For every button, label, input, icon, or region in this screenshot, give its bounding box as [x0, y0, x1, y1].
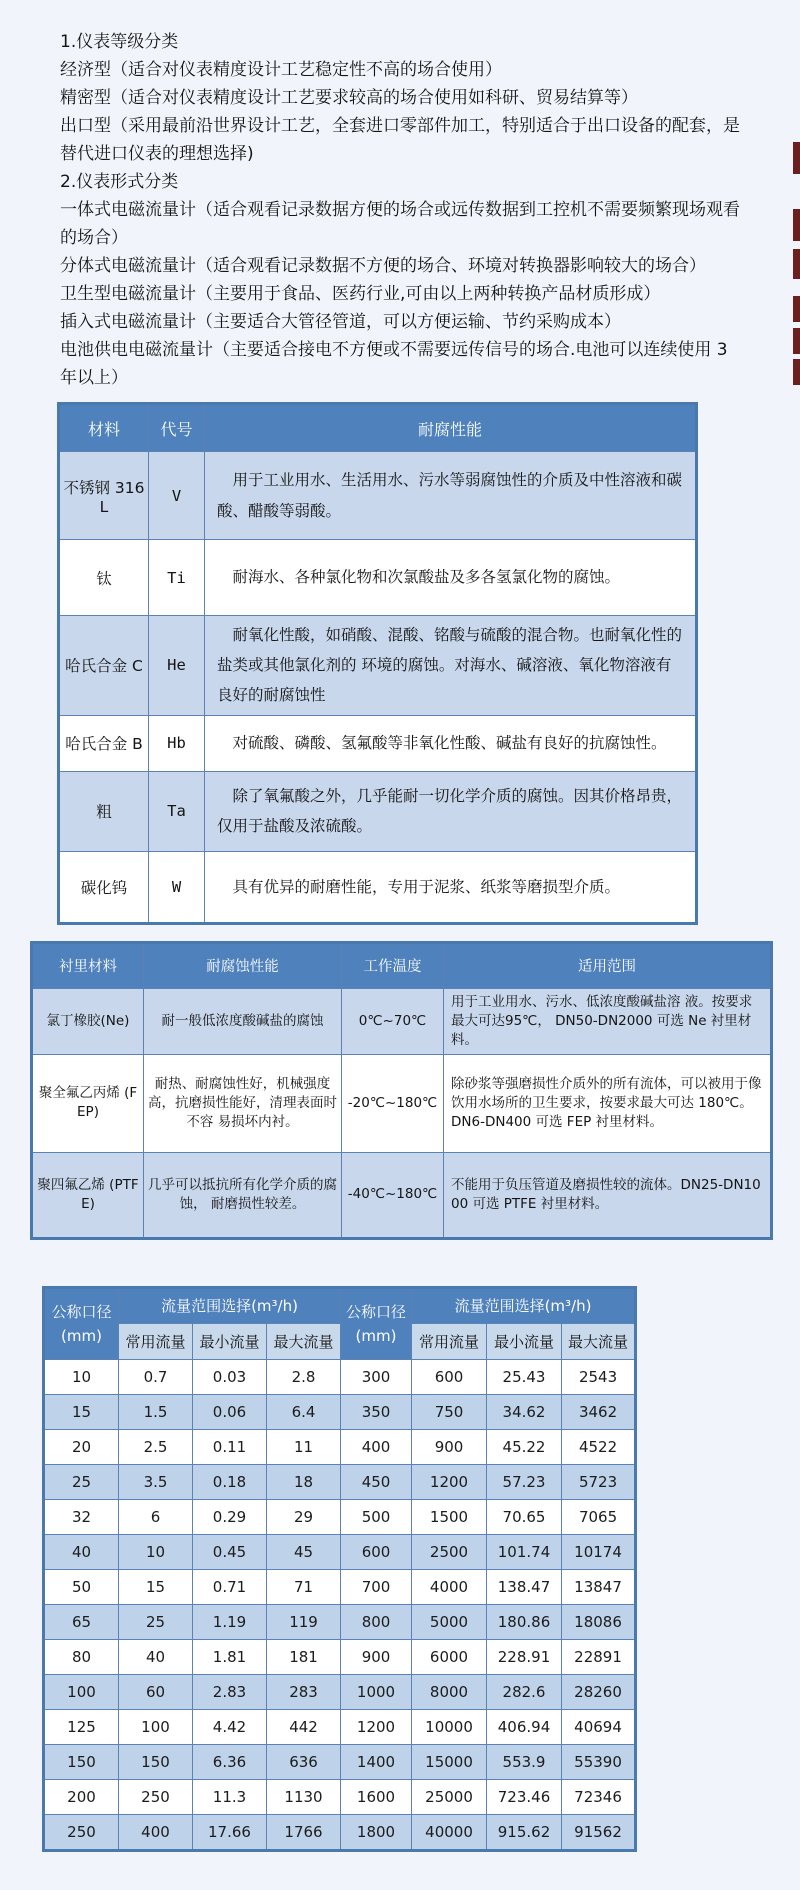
flow-subheader-cell: 常用流量	[119, 1323, 193, 1359]
flow-cell: 1200	[412, 1464, 487, 1499]
flow-cell: 3462	[562, 1394, 636, 1429]
flow-cell: 1500	[412, 1499, 487, 1534]
flow-cell: 2543	[562, 1359, 636, 1394]
clipped-red-text-mark	[793, 209, 800, 241]
material-name-cell: 哈氏合金 C	[59, 616, 149, 716]
material-header-cell: 耐腐性能	[205, 404, 697, 452]
flow-diameter-unit: (mm)	[355, 1326, 397, 1345]
flow-cell: 4000	[412, 1569, 487, 1604]
flow-cell: 250	[44, 1814, 119, 1850]
clipped-red-text-mark	[793, 328, 800, 354]
flow-cell: 18	[267, 1464, 341, 1499]
flow-cell: 6.36	[193, 1744, 267, 1779]
flow-cell: 119	[267, 1604, 341, 1639]
lining-performance-cell: 耐热、耐腐蚀性好，机械强度高，抗磨损性能好，清理表面时不容 易损坏内衬。	[144, 1054, 342, 1152]
material-code-cell: W	[149, 851, 205, 923]
flow-cell: 55390	[562, 1744, 636, 1779]
flow-table	[42, 1286, 637, 1852]
lining-table-body	[32, 988, 772, 1238]
lining-row	[32, 988, 772, 1054]
material-name-cell: 钛	[59, 540, 149, 616]
material-table-body	[59, 452, 697, 924]
flow-cell: 101.74	[487, 1534, 562, 1569]
flow-cell: 25	[119, 1604, 193, 1639]
flow-row	[44, 1429, 636, 1464]
lining-row	[32, 1152, 772, 1238]
flow-cell: 900	[412, 1429, 487, 1464]
flow-cell: 5723	[562, 1464, 636, 1499]
material-row	[59, 540, 697, 616]
material-performance-cell: 对硫酸、磷酸、氢氟酸等非氧化性酸、碱盐有良好的抗腐蚀性。	[205, 715, 697, 771]
flow-cell: 350	[341, 1394, 412, 1429]
flow-cell: 40694	[562, 1709, 636, 1744]
flow-cell: 45.22	[487, 1429, 562, 1464]
flow-cell: 40	[119, 1639, 193, 1674]
flow-subheader-cell: 最大流量	[267, 1323, 341, 1359]
flow-cell: 0.11	[193, 1429, 267, 1464]
flow-row	[44, 1744, 636, 1779]
flow-cell: 15	[44, 1394, 119, 1429]
flow-cell: 22891	[562, 1639, 636, 1674]
clipped-red-text-mark	[793, 249, 800, 279]
material-code-cell: Ta	[149, 771, 205, 851]
flow-row	[44, 1394, 636, 1429]
flow-cell: 25000	[412, 1779, 487, 1814]
flow-cell: 1800	[341, 1814, 412, 1850]
flow-cell: 17.66	[193, 1814, 267, 1850]
flow-cell: 45	[267, 1534, 341, 1569]
flow-cell: 57.23	[487, 1464, 562, 1499]
material-name-cell: 碳化钨	[59, 851, 149, 923]
flow-header-row-top	[44, 1287, 636, 1323]
flow-cell: 2500	[412, 1534, 487, 1569]
flow-subheader-cell: 最小流量	[487, 1323, 562, 1359]
flow-cell: 723.46	[487, 1779, 562, 1814]
flow-cell: 1400	[341, 1744, 412, 1779]
flow-row	[44, 1779, 636, 1814]
lining-material-cell: 聚全氟乙丙烯 (FEP)	[32, 1054, 144, 1152]
flow-cell: 10000	[412, 1709, 487, 1744]
flow-cell: 150	[44, 1744, 119, 1779]
flow-cell: 32	[44, 1499, 119, 1534]
material-code-cell: Ti	[149, 540, 205, 616]
flow-cell: 1130	[267, 1779, 341, 1814]
flow-cell: 900	[341, 1639, 412, 1674]
flow-subheader-cell: 常用流量	[412, 1323, 487, 1359]
flow-cell: 0.18	[193, 1464, 267, 1499]
intro-paragraph: 2.仪表形式分类	[60, 172, 179, 192]
flow-cell: 553.9	[487, 1744, 562, 1779]
material-performance-cell: 用于工业用水、生活用水、污水等弱腐蚀性的介质及中性溶液和碳酸、醋酸等弱酸。	[205, 452, 697, 540]
flow-range-header: 流量范围选择(m³/h)	[412, 1287, 636, 1323]
material-row	[59, 616, 697, 716]
material-header-cell: 材料	[59, 404, 149, 452]
flow-cell: 5000	[412, 1604, 487, 1639]
flow-cell: 6.4	[267, 1394, 341, 1429]
flow-cell: 29	[267, 1499, 341, 1534]
intro-paragraph: 出口型（采用最前沿世界设计工艺，全套进口零部件加工，特别适合于出口设备的配套，是替代进口仪表的理想选择)	[60, 116, 740, 164]
flow-cell: 636	[267, 1744, 341, 1779]
flow-cell: 0.7	[119, 1359, 193, 1394]
flow-cell: 6	[119, 1499, 193, 1534]
flow-row	[44, 1709, 636, 1744]
intro-paragraph: 一体式电磁流量计（适合观看记录数据方便的场合或远传数据到工控机不需要频繁现场观看的场合）	[60, 200, 740, 248]
flow-cell: 0.45	[193, 1534, 267, 1569]
intro-paragraph: 卫生型电磁流量计（主要用于食品、医药行业,可由以上两种转换产品材质形成）	[60, 284, 661, 304]
flow-cell: 125	[44, 1709, 119, 1744]
flow-diameter-label: 公称口径	[51, 1302, 112, 1321]
flow-cell: 18086	[562, 1604, 636, 1639]
flow-header-row-sub	[44, 1323, 636, 1359]
flow-cell: 0.71	[193, 1569, 267, 1604]
lining-performance-cell: 几乎可以抵抗所有化学介质的腐蚀， 耐磨损性较差。	[144, 1152, 342, 1238]
flow-cell: 13847	[562, 1569, 636, 1604]
flow-cell: 138.47	[487, 1569, 562, 1604]
flow-cell: 600	[341, 1534, 412, 1569]
flow-cell: 150	[119, 1744, 193, 1779]
flow-cell: 180.86	[487, 1604, 562, 1639]
intro-paragraph: 插入式电磁流量计（主要适合大管径管道，可以方便运输、节约采购成本）	[60, 312, 621, 332]
flow-cell: 6000	[412, 1639, 487, 1674]
flow-cell: 1.81	[193, 1639, 267, 1674]
flow-range-header: 流量范围选择(m³/h)	[119, 1287, 341, 1323]
flow-cell: 700	[341, 1569, 412, 1604]
material-name-cell: 哈氏合金 B	[59, 715, 149, 771]
flow-cell: 100	[44, 1674, 119, 1709]
flow-cell: 1766	[267, 1814, 341, 1850]
material-performance-cell: 耐海水、各种氯化物和次氯酸盐及多各氢氯化物的腐蚀。	[205, 540, 697, 616]
flow-cell: 282.6	[487, 1674, 562, 1709]
flow-cell: 15000	[412, 1744, 487, 1779]
intro-paragraph: 经济型（适合对仪表精度设计工艺稳定性不高的场合使用）	[60, 60, 502, 80]
flow-cell: 250	[119, 1779, 193, 1814]
flow-cell: 60	[119, 1674, 193, 1709]
flow-cell: 25.43	[487, 1359, 562, 1394]
flow-row	[44, 1464, 636, 1499]
material-table-header	[59, 404, 697, 452]
lining-scope-cell: 除砂浆等强磨损性介质外的所有流体，可以被用于像饮用水场所的卫生要求，按要求最大可达 180℃。DN6-DN400 可选 FEP 衬里材料。	[444, 1054, 772, 1152]
lining-header-cell: 耐腐蚀性能	[144, 942, 342, 988]
flow-cell: 200	[44, 1779, 119, 1814]
flow-cell: 71	[267, 1569, 341, 1604]
material-row	[59, 452, 697, 540]
material-row	[59, 851, 697, 923]
flow-cell: 34.62	[487, 1394, 562, 1429]
flow-cell: 400	[341, 1429, 412, 1464]
flow-diameter-unit: (mm)	[61, 1326, 102, 1345]
flow-cell: 0.03	[193, 1359, 267, 1394]
flow-cell: 40	[44, 1534, 119, 1569]
flow-cell: 28260	[562, 1674, 636, 1709]
flow-cell: 2.5	[119, 1429, 193, 1464]
flow-cell: 100	[119, 1709, 193, 1744]
flow-cell: 20	[44, 1429, 119, 1464]
flow-cell: 1.19	[193, 1604, 267, 1639]
flow-cell: 40000	[412, 1814, 487, 1850]
flow-cell: 15	[119, 1569, 193, 1604]
flow-cell: 228.91	[487, 1639, 562, 1674]
lining-header-cell: 适用范围	[444, 942, 772, 988]
intro-section	[60, 28, 748, 392]
flow-cell: 11.3	[193, 1779, 267, 1814]
flow-cell: 10174	[562, 1534, 636, 1569]
flow-diameter-header	[341, 1287, 412, 1359]
lining-temperature-cell: -20℃~180℃	[342, 1054, 444, 1152]
flow-row	[44, 1499, 636, 1534]
flow-cell: 283	[267, 1674, 341, 1709]
flow-cell: 50	[44, 1569, 119, 1604]
flow-subheader-cell: 最小流量	[193, 1323, 267, 1359]
flow-cell: 80	[44, 1639, 119, 1674]
lining-scope-cell: 用于工业用水、污水、低浓度酸碱盐溶 液。按要求最大可达95℃， DN50-DN2000 可选 Ne 衬里材料。	[444, 988, 772, 1054]
flow-cell: 2.8	[267, 1359, 341, 1394]
flow-row	[44, 1674, 636, 1709]
intro-paragraph: 电池供电电磁流量计（主要适合接电不方便或不需要远传信号的场合.电池可以连续使用 3 年以上）	[60, 340, 728, 388]
material-code-cell: V	[149, 452, 205, 540]
material-performance-cell: 耐氧化性酸，如硝酸、混酸、铭酸与硫酸的混合物。也耐氧化性的盐类或其他氯化剂的 环境的腐蚀。对海水、碱溶液、氧化物溶液有良好的耐腐蚀性	[205, 616, 697, 716]
flow-cell: 0.29	[193, 1499, 267, 1534]
intro-paragraph: 1.仪表等级分类	[60, 32, 179, 52]
flow-cell: 7065	[562, 1499, 636, 1534]
flow-cell: 72346	[562, 1779, 636, 1814]
clipped-red-text-mark	[793, 359, 800, 385]
material-row	[59, 771, 697, 851]
flow-row	[44, 1569, 636, 1604]
flow-row	[44, 1604, 636, 1639]
material-header-cell: 代号	[149, 404, 205, 452]
lining-table	[30, 941, 773, 1240]
flow-row	[44, 1814, 636, 1850]
lining-performance-cell: 耐一般低浓度酸碱盐的腐蚀	[144, 988, 342, 1054]
material-code-cell: He	[149, 616, 205, 716]
document-page	[0, 28, 800, 1890]
flow-cell: 2.83	[193, 1674, 267, 1709]
lining-material-cell: 氯丁橡胶(Ne)	[32, 988, 144, 1054]
flow-cell: 70.65	[487, 1499, 562, 1534]
material-name-cell: 粗	[59, 771, 149, 851]
lining-header-row	[32, 942, 772, 988]
flow-cell: 600	[412, 1359, 487, 1394]
material-header-row	[59, 404, 697, 452]
material-row	[59, 715, 697, 771]
flow-cell: 4.42	[193, 1709, 267, 1744]
flow-diameter-header	[44, 1287, 119, 1359]
flow-cell: 750	[412, 1394, 487, 1429]
material-code-cell: Hb	[149, 715, 205, 771]
flow-diameter-label: 公称口径	[346, 1302, 407, 1321]
flow-cell: 10	[119, 1534, 193, 1569]
clipped-red-text-mark	[793, 142, 800, 174]
flow-cell: 8000	[412, 1674, 487, 1709]
flow-cell: 915.62	[487, 1814, 562, 1850]
flow-cell: 11	[267, 1429, 341, 1464]
flow-table-header	[44, 1287, 636, 1359]
flow-cell: 1200	[341, 1709, 412, 1744]
intro-paragraph: 精密型（适合对仪表精度设计工艺要求较高的场合使用如科研、贸易结算等）	[60, 88, 638, 108]
intro-paragraph: 分体式电磁流量计（适合观看记录数据不方便的场合、环境对转换器影响较大的场合）	[60, 256, 706, 276]
lining-table-header	[32, 942, 772, 988]
flow-row	[44, 1359, 636, 1394]
flow-cell: 406.94	[487, 1709, 562, 1744]
flow-cell: 800	[341, 1604, 412, 1639]
flow-cell: 1600	[341, 1779, 412, 1814]
flow-cell: 1.5	[119, 1394, 193, 1429]
lining-header-cell: 工作温度	[342, 942, 444, 988]
flow-cell: 181	[267, 1639, 341, 1674]
lining-temperature-cell: -40℃~180℃	[342, 1152, 444, 1238]
flow-row	[44, 1639, 636, 1674]
flow-table-body	[44, 1359, 636, 1850]
material-name-cell: 不锈钢 316L	[59, 452, 149, 540]
lining-scope-cell: 不能用于负压管道及磨损性较的流体。DN25-DN1000 可选 PTFE 衬里材料。	[444, 1152, 772, 1238]
flow-cell: 25	[44, 1464, 119, 1499]
flow-cell: 4522	[562, 1429, 636, 1464]
flow-subheader-cell: 最大流量	[562, 1323, 636, 1359]
lining-row	[32, 1054, 772, 1152]
clipped-red-text-mark	[793, 296, 800, 322]
flow-cell: 0.06	[193, 1394, 267, 1429]
lining-material-cell: 聚四氟乙烯 (PTFE)	[32, 1152, 144, 1238]
flow-cell: 300	[341, 1359, 412, 1394]
flow-cell: 400	[119, 1814, 193, 1850]
flow-cell: 500	[341, 1499, 412, 1534]
flow-cell: 91562	[562, 1814, 636, 1850]
material-performance-cell: 除了氧氟酸之外，几乎能耐一切化学介质的腐蚀。因其价格昂贵，仅用于盐酸及浓硫酸。	[205, 771, 697, 851]
material-performance-cell: 具有优异的耐磨性能，专用于泥浆、纸浆等磨损型介质。	[205, 851, 697, 923]
flow-cell: 65	[44, 1604, 119, 1639]
flow-row	[44, 1534, 636, 1569]
material-table	[57, 402, 698, 925]
lining-temperature-cell: 0℃~70℃	[342, 988, 444, 1054]
lining-header-cell: 衬里材料	[32, 942, 144, 988]
flow-cell: 10	[44, 1359, 119, 1394]
flow-cell: 442	[267, 1709, 341, 1744]
flow-cell: 450	[341, 1464, 412, 1499]
flow-cell: 1000	[341, 1674, 412, 1709]
flow-cell: 3.5	[119, 1464, 193, 1499]
